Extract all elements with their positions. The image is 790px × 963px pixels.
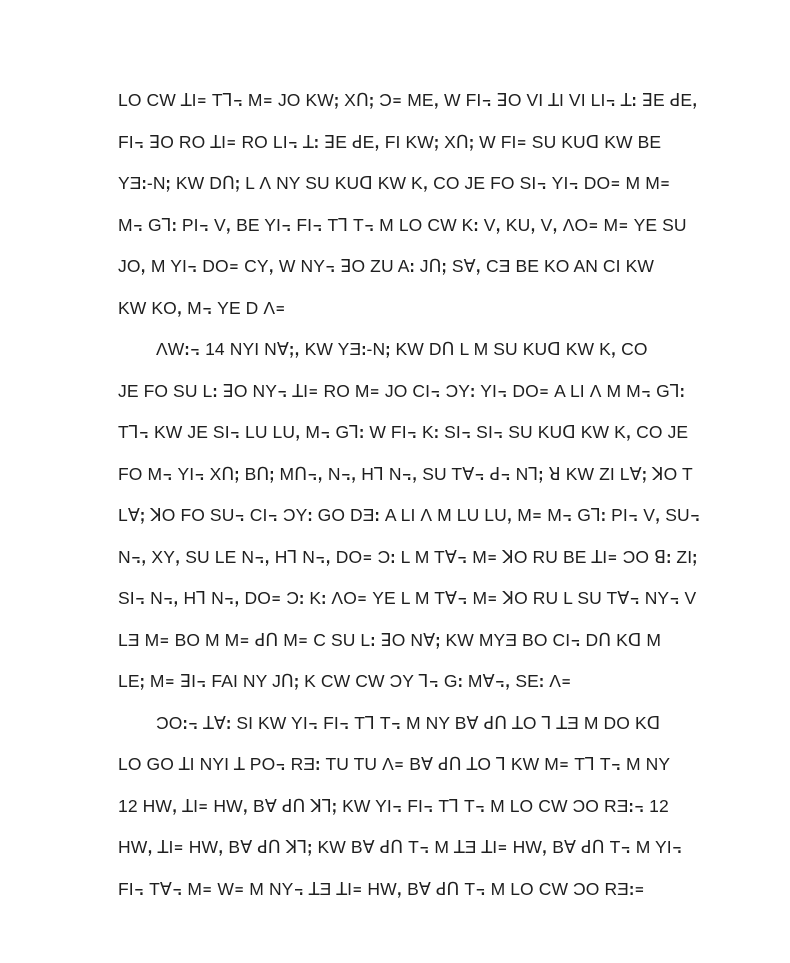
text-line: KW KOꓹ M꓾ YE D Ʌ꓿ [118, 297, 286, 318]
paragraph-3 [118, 705, 683, 913]
text-line: LO CW ꓕI꓿ Tꓶ꓾ M꓿ JO KWꓼ Xꓵꓼ Ɔ꓿ MEꓹ W FI꓾ ꓱO VI ꓕI VI LI꓾ ꓕꓽ ꓱE ꓒEꓹ [118, 90, 698, 110]
text-line: Tꓶ꓾ KW JE SI꓾ LU LUꓹ M꓾ Gꓶꓽ W FI꓾ Kꓽ SI꓾ SI꓾ SU KUꓷ KW Kꓹ CO JE [118, 422, 689, 442]
text-line: M꓾ Gꓶꓽ PI꓾ Vꓹ BE YI꓾ FI꓾ Tꓶ T꓾ M LO CW Kꓽ Vꓹ KUꓹ Vꓹ ɅO꓿ M꓿ YE SU [118, 214, 687, 235]
document-body [118, 82, 701, 912]
text-line: 12 HWꓹ ꓕI꓿ HWꓹ Bꓯ ꓒꓵ ꓘꓶꓼ KW YI꓾ FI꓾ Tꓶ T꓾ M LO CW ƆO RƎꓽ꓾ 12 [118, 795, 669, 816]
text-line: LEꓼ M꓿ ꓱI꓾ FAI NY Jꓵꓼ K CW CW ƆY ꓶ꓾ Gꓽ Mꓯ꓾ꓹ SEꓽ Ʌ꓿ [118, 671, 572, 691]
text-line: LO GO ꓕI NYI ꓕ PO꓾ RƎꓽ TU TU Ʌ꓿ Bꓯ ꓒꓵ ꓕO ꓶ KW M꓿ Tꓶ T꓾ M NY [118, 754, 671, 774]
text-line: ƆOꓽ꓾ ꓕꓯꓽ SI KW YI꓾ FI꓾ Tꓶ T꓾ M NY Bꓯ ꓒꓵ ꓕO ꓶ ꓕƎ M DO Kꓷ [156, 712, 661, 733]
text-line: JOꓹ M YI꓾ DO꓿ CYꓹ W NY꓾ ꓱO ZU Aꓽ Jꓵꓼ Sꓯꓹ CƎ BE KO AN CI KW [118, 256, 654, 276]
text-line: N꓾ꓹ XYꓹ SU LE N꓾ꓹ Hꓶ N꓾ꓹ DO꓿ Ɔꓽ L M Tꓯ꓾ M꓿ ꓘO RU BE ꓕI꓿ ƆO ꓭꓽ ZIꓼ [118, 546, 698, 567]
text-line: HWꓹ ꓕI꓿ HWꓹ Bꓯ ꓒꓵ ꓘꓶꓼ KW Bꓯ ꓒꓵ T꓾ M ꓕƎ ꓕI꓿ HWꓹ Bꓯ ꓒꓵ T꓾ M YI꓾ [118, 837, 683, 857]
text-line: FI꓾ ꓱO RO ꓕI꓿ RO LI꓾ ꓕꓽ ꓱE ꓒEꓹ FI KWꓼ Xꓵꓼ W FI꓿ SU KUꓷ KW BE [118, 131, 662, 152]
text-line: ɅWꓽ꓾ 14 NYI Nꓯꓼꓹ KW YƎꓽ-Nꓼ KW Dꓵ L M SU KUꓷ KW Kꓹ CO [156, 339, 648, 359]
text-line: YƎꓽ-Nꓼ KW Dꓵꓼ L Ʌ NY SU KUꓷ KW Kꓹ CO JE FO SI꓾ YI꓾ DO꓿ M M꓿ [118, 173, 671, 193]
text-line: FI꓾ Tꓯ꓾ M꓿ W꓿ M NY꓾ ꓕƎ ꓕI꓿ HWꓹ Bꓯ ꓒꓵ T꓾ M LO CW ƆO RƎꓽ꓿ [118, 878, 645, 899]
text-line: FO M꓾ YI꓾ Xꓵꓼ Bꓵꓼ Mꓵ꓾ꓹ N꓾ꓹ Hꓶ N꓾ꓹ SU Tꓯ꓾ ꓒ꓾ Nꓶꓼ ꓤ KW ZI Lꓯꓼ ꓘO T [118, 463, 693, 484]
text-line: LƎ M꓿ BO M M꓿ ꓒꓵ M꓿ C SU Lꓽ ꓱO Nꓯꓼ KW MYƎ BO CI꓾ Dꓵ Kꓷ M [118, 629, 662, 650]
text-line: Lꓯꓼ ꓘO FO SU꓾ CI꓾ ƆYꓽ GO DƎꓽ A LI Ʌ M LU LUꓹ M꓿ M꓾ Gꓶꓽ PI꓾ Vꓹ SU꓾ [118, 505, 701, 525]
paragraph-1 [118, 82, 698, 331]
text-line: JE FO SU Lꓽ ꓱO NY꓾ ꓕI꓿ RO M꓿ JO CI꓾ ƆYꓽ YI꓾ DO꓿ A LI Ʌ M M꓾ Gꓶꓽ [118, 380, 686, 401]
paragraph-2 [118, 331, 701, 705]
text-line: SI꓾ N꓾ꓹ Hꓶ N꓾ꓹ DO꓿ Ɔꓽ Kꓽ ɅO꓿ YE L M Tꓯ꓾ M꓿ ꓘO RU L SU Tꓯ꓾ NY꓾ V [118, 588, 697, 608]
